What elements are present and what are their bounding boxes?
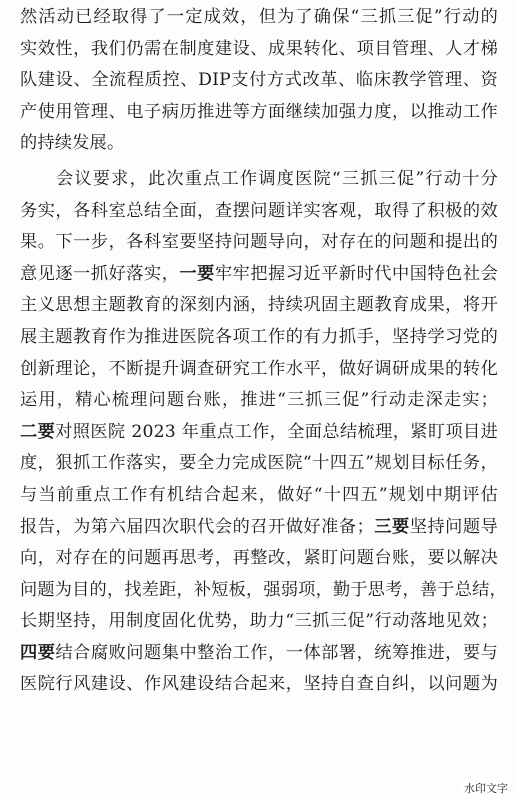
text-line: 医院行风建设、作风建设结合起来，坚持自查自纠，以问题为 <box>20 674 498 695</box>
document-body <box>20 2 507 701</box>
emphasis-third: 三要 <box>373 516 410 537</box>
text-line: 然活动已经取得了一定成效，但为了确保“三抓三促”行动的 <box>20 7 498 27</box>
text-line: 展主题教育作为推进医院各项工作的有力抓手，坚持学习党的 <box>20 326 498 347</box>
text-line: 创新理论，不断提升调查研究工作水平，做好调研成果的转化 <box>20 358 498 379</box>
text-line <box>20 417 498 449</box>
text-line: 产使用管理、电子病历推进等方面继续加强力度，以推动工作 <box>20 101 498 122</box>
text-line: 运用，精心梳理问题台账，推进“三抓三促”行动走深走实； <box>20 390 498 411</box>
text-line <box>20 638 498 670</box>
text-line: 主义思想主题教育的深刻内涵，持续巩固主题教育成果，将开 <box>20 295 498 316</box>
text-line: 务实，各科室总结全面，查摆问题详实客观，取得了积极的效 <box>20 200 498 221</box>
text-run: 牢牢把握习近平新时代中国特色社会 <box>214 263 498 284</box>
emphasis-first: 一要 <box>179 263 215 284</box>
text-run: 意见逐一抓好落实， <box>20 263 180 284</box>
text-line: 度，狠抓工作落实，要全力完成医院“十四五”规划目标任务， <box>20 453 498 474</box>
text-line: 果。下一步，各科室要坚持问题导向，对存在的问题和提出的 <box>20 232 498 253</box>
text-run: 对照医院 2023 年重点工作，全面总结梳理，紧盯项目进 <box>55 421 498 442</box>
text-line: 长期坚持，用制度固化优势，助力“三抓三促”行动落地见效； <box>20 611 498 632</box>
emphasis-second: 二要 <box>20 421 56 442</box>
text-line <box>20 512 498 544</box>
watermark-label: 水印文字 <box>461 779 511 797</box>
text-line: 会议要求，此次重点工作调度医院“三抓三促”行动十分 <box>56 168 498 189</box>
text-line: 与当前重点工作有机结合起来，做好“十四五”规划中期评估 <box>20 484 498 505</box>
text-line: 问题为目的，找差距，补短板，强弱项，勤于思考，善于总结， <box>20 579 507 600</box>
text-line <box>20 259 498 291</box>
text-run: 结合腐败问题集中整治工作，一体部署，统筹推进，要与 <box>55 642 498 663</box>
text-line: 的持续发展。 <box>20 133 125 154</box>
text-run: 坚持问题导 <box>409 516 498 537</box>
emphasis-fourth: 四要 <box>20 642 56 663</box>
text-run: 报告，为第六届四次职代会的召开做好准备； <box>20 516 374 537</box>
text-line: 向，对存在的问题再思考，再整改，紧盯问题台账，要以解决 <box>20 548 498 569</box>
text-line: 实效性，我们仍需在制度建设、成果转化、项目管理、人才梯 <box>20 38 498 59</box>
text-line: 队建设、全流程质控、DIP支付方式改革、临床教学管理、资 <box>20 70 498 91</box>
